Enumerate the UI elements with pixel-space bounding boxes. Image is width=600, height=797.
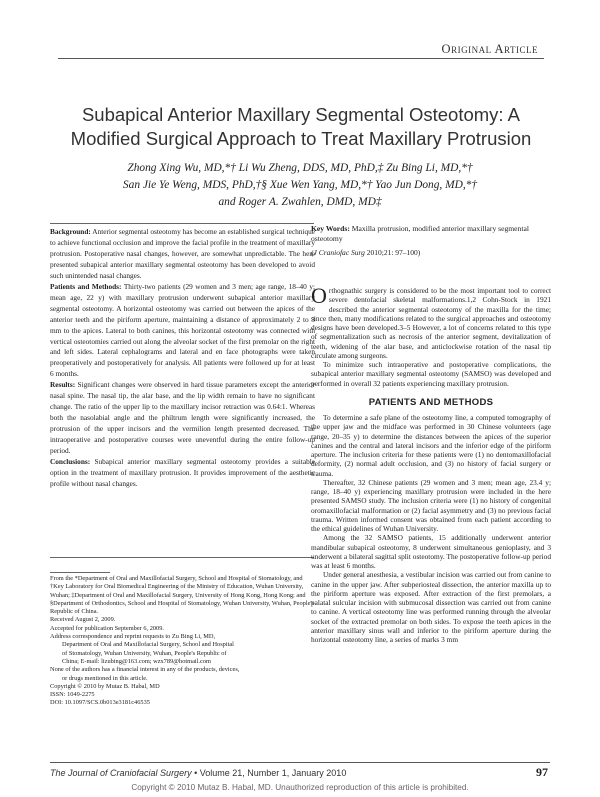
results-label: Results: [50,380,76,390]
author-line-3: and Roger A. Zwahlen, DMD, MD‡ [218,196,382,208]
issn: ISSN: 1049-2275 [50,691,95,699]
title-line-2: Modified Surgical Approach to Treat Maxillary Protrusion [70,128,532,149]
conflict-line-2: or drugs mentioned in this article. [62,674,148,682]
footnotes [50,575,315,708]
citation-journal: (J Craniofac Surg [311,248,365,257]
address-line-2: of Stomatology, Wuhan University, Wuhan, People's Republic of [62,649,227,657]
intro-paragraph-1: Orthognathic surgery is considered to be the most important tool to correct severe dentofacial skeletal malformations.1,2 Cohn-Stock in 1921 described the anterior segmental osteotomy of the maxilla for the time; since then, many modifications related to the surgical approaches and osteotomy designs have been developed.3–5 However, a lot of concerns related to this type of segmentalization such as necrosis of the anterior segment, devitalization of teeth, widening of the alar base, and anticlockwise rotation of the nasal tip circulate among surgeons. [311,283,551,360]
methods-paragraph-3: Among the 32 SAMSO patients, 15 additionally underwent anterior mandibular subapical osteotomy, 8 underwent simultaneous genioplasty, and 3 underwent a bilateral sagittal split osteotomy. The postoperative follow-up period was at least 6 months. [311,533,551,570]
abstract-results: Results: Significant changes were observed in hard tissue parameters except the anterior nasal spine. The nasal tip, the alar base, and the lip width remain to have no significant change. The ratio of the upper lip to the maxillary incisor retraction was 0.64:1. Whereas both the nasolabial angle and the philtrum length were significantly increased, the protrusion of the upper incisors and the vermilion length presented decreased. The intraoperative and postoperative courses were uneventful during the entire follow-up period. [50,380,315,456]
conclusions-label: Conclusions: [50,457,91,467]
citation-details: 2010;21: 97–100) [366,248,421,257]
body-text [311,283,551,644]
methods-heading: PATIENTS AND METHODS [368,396,494,408]
address-line-3: China; E-mail: lizubing@163.com; wzx789@hotmail.com [62,657,211,665]
keywords-text: Maxilla protrusion, modified anterior maxillary segmental osteotomy [311,224,529,243]
abstract [50,227,315,490]
abstract-conclusions: Conclusions: Subapical anterior maxillary segmental osteotomy provides a suitable option in the treatment of maxillary protrusion. It provides improvement of the aesthetic profile without nasal changes. [50,457,315,488]
section-label: Original Article [441,42,538,56]
author-line-1: Zhong Xing Wu, MD,*† Li Wu Zheng, DDS, MD, PhD,‡ Zu Bing Li, MD,*† [127,162,473,174]
author-line-2: San Jie Ye Weng, MDS, PhD,†§ Xue Wen Yang, MD,*† Yao Jun Dong, MD,*† [122,179,478,191]
conflict-line-1: None of the authors has a financial interest in any of the products, devices, [50,666,240,674]
address-intro: Address correspondence and reprint requests to Zu Bing Li, MD, [50,633,216,641]
title-line-1: Subapical Anterior Maxillary Segmental Osteotomy: A [81,104,521,125]
patients-label: Patients and Methods: [50,281,122,291]
abstract-patients: Patients and Methods: Thirty-two patients (29 women and 3 men; age range, 18–40 y; mean age, 22 y) with maxillary protrusion underwent subapical anterior maxillary segmental osteotomy. A horizontal osteotomy was carried out between the apices of the anterior teeth and the piriform aperture, maintaining a distance of approximately 2 to 3 mm to the apices. Lateral to both canines, this horizontal osteotomy was connected with vertical osteotomies carried out along the alveolar socket of the first premolar on the right and left sides. Lateral cephalograms and lateral and en face photographs were taken preoperatively and postoperatively for analysis. All patients were followed up for at least 6 months. [50,281,315,379]
affiliations: From the *Department of Oral and Maxillofacial Surgery, School and Hospital of Stomatology, and †Key Laboratory for Oral Biomedical Engineering of the Ministry of Education, Wuhan University, Wuhan; ‡Department of Oral and Maxillofacial Surgery, University of Hong Kong, Hong Kong; and §Department of Orthodontics, School and Hospital of Stomatology, Wuhan University, Wuhan, People's Republic of China. [50,575,315,616]
footnote-rule [50,572,110,573]
copyright-line: Copyright © 2010 by Mutaz B. Habal, MD [50,682,160,690]
citation [311,248,420,257]
drop-cap: O [311,283,327,308]
header-rule [58,58,544,59]
methods-paragraph-1: To determine a safe plane of the osteotomy line, a computed tomography of the upper jaw and the midface was performed in 30 Chinese volunteers (age range, 20–35 y) to determine the distances between the apices of the superior canines and the central and lateral incisors and the inferior edge of the piriform aperture. The inclusion criteria for these patients were (1) no dentomaxillofacial deformity, (2) normal adult occlusion, and (3) no history of facial surgery or trauma. [311,413,551,478]
methods-paragraph-4: Under general anesthesia, a vestibular incision was carried out from canine to canine in the upper jaw. After subperiosteal dissection, the anterior maxilla up to the piriform aperture was exposed. After extraction of the first premolars, a palatal sulcular incision with submucosal dissection was carried out from canine to canine. A vertical osteotomy line was performed running through the alveolar socket of the extracted premolar on both sides. To expose the teeth apices in the anterior maxillary sinus wall and inferior to the piriform aperture during the horizontal osteotomy line, a series of marks 3 mm [311,570,551,644]
author-list [60,160,540,211]
received-date: Received August 2, 2009. [50,616,116,624]
article-title [40,103,562,151]
background-label: Background: [50,227,91,236]
keywords [311,224,551,244]
abstract-background: Background: Anterior segmental osteotomy has become an established surgical technique to achieve functional occlusion and improve the facial profile in the treatment of maxillary protrusion. Postoperative nasal changes, however, are somewhat unpredictable. The here presented subapical anterior maxillary segmental osteotomy has been developed to avoid such unintended nasal changes. [50,227,315,280]
journal-name: The Journal of Craniofacial Surgery [50,768,192,778]
footer-journal [50,768,346,778]
copyright-notice: Copyright © 2010 Mutaz B. Habal, MD. Unauthorized reproduction of this article is prohibited. [131,783,469,792]
intro-paragraph-2: To minimize such intraoperative and postoperative complications, the subapical anterior maxillary segmental osteotomy (SAMSO) was developed and performed in overall 32 patients experiencing maxillary protrusion. [311,360,551,388]
accepted-date: Accepted for publication September 6, 2009. [50,624,164,632]
keywords-label: Key Words: [311,224,350,233]
footer-rule [50,762,550,763]
page-number: 97 [536,765,548,779]
journal-issue: • Volume 21, Number 1, January 2010 [191,768,347,778]
methods-paragraph-2: Thereafter, 32 Chinese patients (29 women and 3 men; mean age, 23.4 y; range, 18–40 y) experiencing maxillary protrusion were included in the here presented SAMSO study. The inclusion criteria were (1) no history of congenital oromaxillofacial malformation or (2) facial asymmetry and (3) no previous facial trauma. Written informed consent was obtained from each patient according to the ethical guidelines of Wuhan University. [311,477,551,533]
doi: DOI: 10.1097/SCS.0b013e3181c46535 [50,699,150,707]
address-line-1: Department of Oral and Maxillofacial Surgery, School and Hospital [62,641,234,649]
